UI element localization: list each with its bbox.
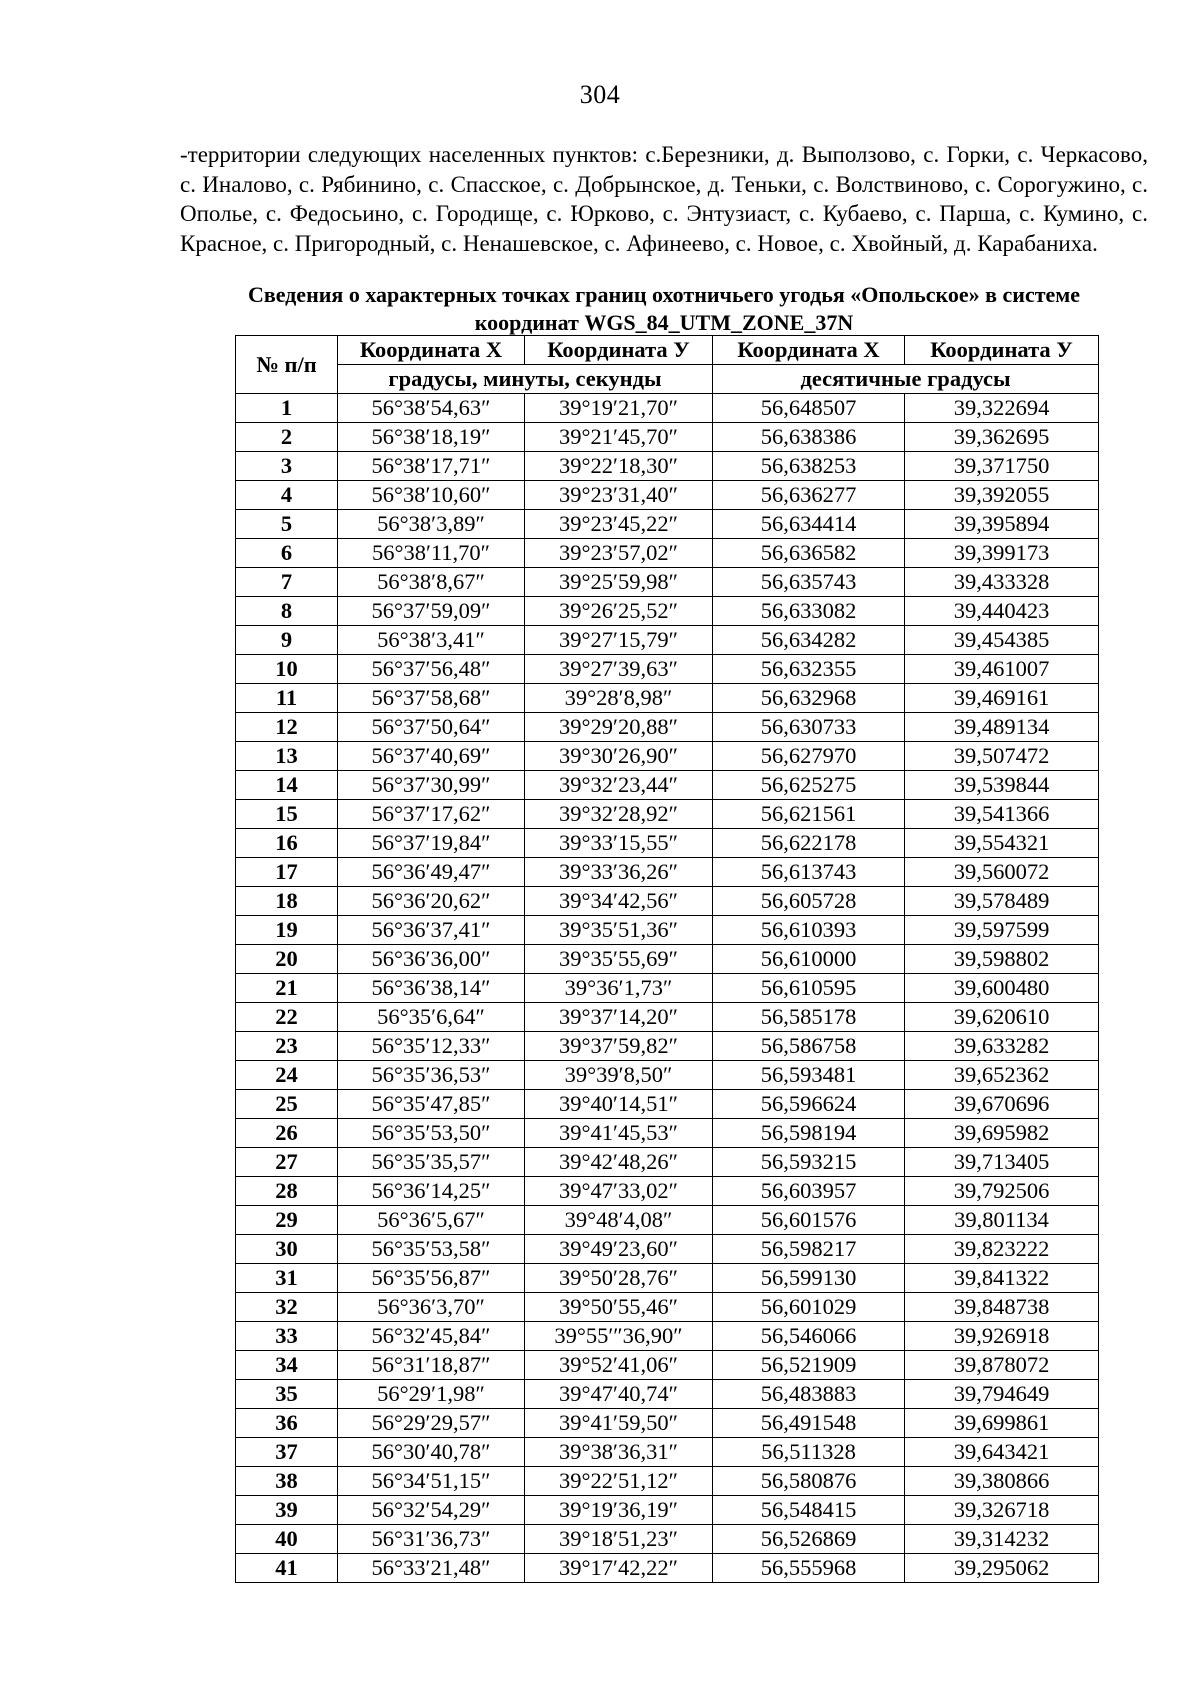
coord-x-dms: 56°36′3,70″ xyxy=(338,1293,525,1322)
row-number: 31 xyxy=(236,1264,338,1293)
coord-x-dms: 56°33′21,48″ xyxy=(338,1554,525,1583)
header-num: № п/п xyxy=(236,336,338,394)
coord-x-decimal: 56,483883 xyxy=(713,1380,905,1409)
coord-x-dms: 56°29′29,57″ xyxy=(338,1409,525,1438)
row-number: 26 xyxy=(236,1119,338,1148)
coord-x-decimal: 56,593215 xyxy=(713,1148,905,1177)
coord-y-decimal: 39,699861 xyxy=(905,1409,1099,1438)
coord-y-decimal: 39,695982 xyxy=(905,1119,1099,1148)
row-number: 41 xyxy=(236,1554,338,1583)
coord-y-dms: 39°37′14,20″ xyxy=(525,1003,713,1032)
coord-x-decimal: 56,621561 xyxy=(713,800,905,829)
table-row xyxy=(236,626,1099,655)
table-row xyxy=(236,916,1099,945)
coord-x-dms: 56°38′10,60″ xyxy=(338,481,525,510)
coord-y-decimal: 39,539844 xyxy=(905,771,1099,800)
coord-y-dms: 39°35′51,36″ xyxy=(525,916,713,945)
table-row xyxy=(236,713,1099,742)
coord-x-decimal: 56,511328 xyxy=(713,1438,905,1467)
header-coord-y-decimal: Координата У xyxy=(905,336,1099,365)
coord-x-decimal: 56,648507 xyxy=(713,394,905,423)
coord-x-dms: 56°35′12,33″ xyxy=(338,1032,525,1061)
row-number: 29 xyxy=(236,1206,338,1235)
table-row xyxy=(236,423,1099,452)
coord-x-dms: 56°38′54,63″ xyxy=(338,394,525,423)
header-dms-units: градусы, минуты, секунды xyxy=(338,365,713,394)
coord-x-dms: 56°37′56,48″ xyxy=(338,655,525,684)
coord-x-dms: 56°36′49,47″ xyxy=(338,858,525,887)
row-number: 18 xyxy=(236,887,338,916)
coord-y-decimal: 39,848738 xyxy=(905,1293,1099,1322)
header-coord-x-decimal: Координата Х xyxy=(713,336,905,365)
coord-y-dms: 39°55′″36,90″ xyxy=(525,1322,713,1351)
coord-x-decimal: 56,598194 xyxy=(713,1119,905,1148)
coord-y-decimal: 39,380866 xyxy=(905,1467,1099,1496)
table-row xyxy=(236,452,1099,481)
coord-y-decimal: 39,670696 xyxy=(905,1090,1099,1119)
coord-y-dms: 39°47′33,02″ xyxy=(525,1177,713,1206)
coord-x-decimal: 56,546066 xyxy=(713,1322,905,1351)
table-row xyxy=(236,1090,1099,1119)
row-number: 2 xyxy=(236,423,338,452)
table-row xyxy=(236,481,1099,510)
coord-y-dms: 39°21′45,70″ xyxy=(525,423,713,452)
row-number: 16 xyxy=(236,829,338,858)
table-row xyxy=(236,1351,1099,1380)
table-row xyxy=(236,742,1099,771)
coord-x-dms: 56°30′40,78″ xyxy=(338,1438,525,1467)
table-row xyxy=(236,1177,1099,1206)
coord-y-dms: 39°19′36,19″ xyxy=(525,1496,713,1525)
table-row xyxy=(236,1322,1099,1351)
coord-y-decimal: 39,600480 xyxy=(905,974,1099,1003)
coord-y-dms: 39°27′15,79″ xyxy=(525,626,713,655)
coord-x-decimal: 56,585178 xyxy=(713,1003,905,1032)
coord-y-decimal: 39,314232 xyxy=(905,1525,1099,1554)
coord-y-dms: 39°22′18,30″ xyxy=(525,452,713,481)
coord-y-decimal: 39,489134 xyxy=(905,713,1099,742)
coord-x-decimal: 56,586758 xyxy=(713,1032,905,1061)
coord-x-decimal: 56,633082 xyxy=(713,597,905,626)
coord-y-dms: 39°36′1,73″ xyxy=(525,974,713,1003)
coord-y-dms: 39°33′15,55″ xyxy=(525,829,713,858)
coord-x-decimal: 56,634414 xyxy=(713,510,905,539)
page-number: 304 xyxy=(579,80,621,109)
row-number: 4 xyxy=(236,481,338,510)
coord-y-decimal: 39,507472 xyxy=(905,742,1099,771)
table-row xyxy=(236,887,1099,916)
coord-y-decimal: 39,469161 xyxy=(905,684,1099,713)
table-row xyxy=(236,1235,1099,1264)
coord-y-decimal: 39,823222 xyxy=(905,1235,1099,1264)
row-number: 24 xyxy=(236,1061,338,1090)
coord-x-dms: 56°38′11,70″ xyxy=(338,539,525,568)
coord-x-decimal: 56,610000 xyxy=(713,945,905,974)
coord-x-dms: 56°36′20,62″ xyxy=(338,887,525,916)
header-coord-y-dms: Координата У xyxy=(525,336,713,365)
coord-x-dms: 56°38′3,41″ xyxy=(338,626,525,655)
row-number: 27 xyxy=(236,1148,338,1177)
coord-x-dms: 56°36′5,67″ xyxy=(338,1206,525,1235)
coord-y-decimal: 39,554321 xyxy=(905,829,1099,858)
coord-y-dms: 39°48′4,08″ xyxy=(525,1206,713,1235)
row-number: 36 xyxy=(236,1409,338,1438)
coord-y-decimal: 39,541366 xyxy=(905,800,1099,829)
table-row xyxy=(236,1496,1099,1525)
coord-x-dms: 56°37′50,64″ xyxy=(338,713,525,742)
coord-x-dms: 56°35′53,50″ xyxy=(338,1119,525,1148)
coord-y-dms: 39°27′39,63″ xyxy=(525,655,713,684)
coord-y-decimal: 39,440423 xyxy=(905,597,1099,626)
table-row xyxy=(236,1061,1099,1090)
coord-x-decimal: 56,635743 xyxy=(713,568,905,597)
coord-x-dms: 56°35′35,57″ xyxy=(338,1148,525,1177)
coord-y-decimal: 39,461007 xyxy=(905,655,1099,684)
coord-y-dms: 39°19′21,70″ xyxy=(525,394,713,423)
coord-x-dms: 56°36′38,14″ xyxy=(338,974,525,1003)
row-number: 20 xyxy=(236,945,338,974)
table-row xyxy=(236,1003,1099,1032)
coord-y-dms: 39°18′51,23″ xyxy=(525,1525,713,1554)
coord-y-decimal: 39,926918 xyxy=(905,1322,1099,1351)
coord-y-decimal: 39,392055 xyxy=(905,481,1099,510)
coord-x-decimal: 56,610595 xyxy=(713,974,905,1003)
coord-x-dms: 56°36′14,25″ xyxy=(338,1177,525,1206)
row-number: 14 xyxy=(236,771,338,800)
table-row xyxy=(236,1467,1099,1496)
coord-x-dms: 56°37′19,84″ xyxy=(338,829,525,858)
coord-y-dms: 39°39′8,50″ xyxy=(525,1061,713,1090)
coord-x-decimal: 56,601576 xyxy=(713,1206,905,1235)
table-row xyxy=(236,800,1099,829)
coord-y-dms: 39°33′36,26″ xyxy=(525,858,713,887)
coord-y-dms: 39°40′14,51″ xyxy=(525,1090,713,1119)
coord-y-decimal: 39,652362 xyxy=(905,1061,1099,1090)
table-row xyxy=(236,539,1099,568)
row-number: 35 xyxy=(236,1380,338,1409)
coord-x-decimal: 56,593481 xyxy=(713,1061,905,1090)
coord-x-dms: 56°36′37,41″ xyxy=(338,916,525,945)
coord-y-decimal: 39,794649 xyxy=(905,1380,1099,1409)
coord-y-decimal: 39,878072 xyxy=(905,1351,1099,1380)
coordinates-table xyxy=(235,335,1099,1583)
row-number: 13 xyxy=(236,742,338,771)
coord-y-decimal: 39,399173 xyxy=(905,539,1099,568)
table-row xyxy=(236,1119,1099,1148)
coord-y-dms: 39°23′45,22″ xyxy=(525,510,713,539)
header-decimal-units: десятичные градусы xyxy=(713,365,1099,394)
table-row xyxy=(236,945,1099,974)
coord-y-decimal: 39,326718 xyxy=(905,1496,1099,1525)
coord-x-decimal: 56,636277 xyxy=(713,481,905,510)
row-number: 8 xyxy=(236,597,338,626)
coord-y-dms: 39°34′42,56″ xyxy=(525,887,713,916)
table-row xyxy=(236,1264,1099,1293)
coord-y-decimal: 39,322694 xyxy=(905,394,1099,423)
coord-x-dms: 56°35′56,87″ xyxy=(338,1264,525,1293)
table-row xyxy=(236,597,1099,626)
coord-x-dms: 56°35′53,58″ xyxy=(338,1235,525,1264)
coord-x-dms: 56°34′51,15″ xyxy=(338,1467,525,1496)
table-row xyxy=(236,974,1099,1003)
row-number: 37 xyxy=(236,1438,338,1467)
coord-x-decimal: 56,632355 xyxy=(713,655,905,684)
row-number: 7 xyxy=(236,568,338,597)
row-number: 15 xyxy=(236,800,338,829)
row-number: 34 xyxy=(236,1351,338,1380)
coord-y-dms: 39°32′23,44″ xyxy=(525,771,713,800)
coord-y-dms: 39°28′8,98″ xyxy=(525,684,713,713)
coord-x-dms: 56°38′18,19″ xyxy=(338,423,525,452)
row-number: 6 xyxy=(236,539,338,568)
row-number: 17 xyxy=(236,858,338,887)
table-row xyxy=(236,655,1099,684)
table-title xyxy=(180,281,1148,337)
coord-x-dms: 56°38′17,71″ xyxy=(338,452,525,481)
coord-y-dms: 39°29′20,88″ xyxy=(525,713,713,742)
coord-y-dms: 39°35′55,69″ xyxy=(525,945,713,974)
coord-x-dms: 56°35′36,53″ xyxy=(338,1061,525,1090)
coord-y-decimal: 39,801134 xyxy=(905,1206,1099,1235)
row-number: 38 xyxy=(236,1467,338,1496)
coord-x-decimal: 56,630733 xyxy=(713,713,905,742)
coord-y-decimal: 39,620610 xyxy=(905,1003,1099,1032)
coord-y-decimal: 39,433328 xyxy=(905,568,1099,597)
coord-x-decimal: 56,634282 xyxy=(713,626,905,655)
coord-y-decimal: 39,362695 xyxy=(905,423,1099,452)
table-row xyxy=(236,510,1099,539)
row-number: 3 xyxy=(236,452,338,481)
coord-y-decimal: 39,578489 xyxy=(905,887,1099,916)
coord-x-dms: 56°35′6,64″ xyxy=(338,1003,525,1032)
coord-y-dms: 39°52′41,06″ xyxy=(525,1351,713,1380)
row-number: 9 xyxy=(236,626,338,655)
row-number: 30 xyxy=(236,1235,338,1264)
coord-y-dms: 39°23′31,40″ xyxy=(525,481,713,510)
row-number: 11 xyxy=(236,684,338,713)
coord-x-dms: 56°38′8,67″ xyxy=(338,568,525,597)
coord-x-dms: 56°31′18,87″ xyxy=(338,1351,525,1380)
coord-y-dms: 39°41′45,53″ xyxy=(525,1119,713,1148)
coord-y-dms: 39°47′40,74″ xyxy=(525,1380,713,1409)
row-number: 22 xyxy=(236,1003,338,1032)
coord-x-dms: 56°31′36,73″ xyxy=(338,1525,525,1554)
coord-y-decimal: 39,633282 xyxy=(905,1032,1099,1061)
coord-y-dms: 39°49′23,60″ xyxy=(525,1235,713,1264)
table-title-line-2: координат WGS_84_UTM_ZONE_37N xyxy=(474,310,854,335)
coord-y-dms: 39°23′57,02″ xyxy=(525,539,713,568)
coord-x-decimal: 56,613743 xyxy=(713,858,905,887)
row-number: 39 xyxy=(236,1496,338,1525)
coord-x-dms: 56°37′58,68″ xyxy=(338,684,525,713)
coord-y-decimal: 39,713405 xyxy=(905,1148,1099,1177)
table-row xyxy=(236,1438,1099,1467)
coord-x-decimal: 56,555968 xyxy=(713,1554,905,1583)
coord-x-decimal: 56,491548 xyxy=(713,1409,905,1438)
table-title-line-1: Сведения о характерных точках границ охотничьего угодья «Опольское» в системе xyxy=(247,282,1081,307)
coord-y-decimal: 39,597599 xyxy=(905,916,1099,945)
coord-x-decimal: 56,596624 xyxy=(713,1090,905,1119)
coord-x-dms: 56°35′47,85″ xyxy=(338,1090,525,1119)
coord-x-decimal: 56,601029 xyxy=(713,1293,905,1322)
coord-y-decimal: 39,295062 xyxy=(905,1554,1099,1583)
coord-x-dms: 56°38′3,89″ xyxy=(338,510,525,539)
coord-x-decimal: 56,625275 xyxy=(713,771,905,800)
table-row xyxy=(236,394,1099,423)
table-body xyxy=(236,394,1099,1583)
coord-y-dms: 39°37′59,82″ xyxy=(525,1032,713,1061)
table-row xyxy=(236,1409,1099,1438)
coord-x-decimal: 56,598217 xyxy=(713,1235,905,1264)
row-number: 1 xyxy=(236,394,338,423)
coord-x-decimal: 56,521909 xyxy=(713,1351,905,1380)
coord-x-dms: 56°37′17,62″ xyxy=(338,800,525,829)
row-number: 40 xyxy=(236,1525,338,1554)
table-row xyxy=(236,1032,1099,1061)
coord-y-decimal: 39,454385 xyxy=(905,626,1099,655)
table-row xyxy=(236,1554,1099,1583)
row-number: 19 xyxy=(236,916,338,945)
coord-x-decimal: 56,580876 xyxy=(713,1467,905,1496)
coord-x-dms: 56°32′45,84″ xyxy=(338,1322,525,1351)
coord-y-decimal: 39,598802 xyxy=(905,945,1099,974)
table-row xyxy=(236,858,1099,887)
table-row xyxy=(236,1380,1099,1409)
coord-y-decimal: 39,395894 xyxy=(905,510,1099,539)
row-number: 10 xyxy=(236,655,338,684)
coord-x-dms: 56°36′36,00″ xyxy=(338,945,525,974)
table-row xyxy=(236,684,1099,713)
row-number: 32 xyxy=(236,1293,338,1322)
row-number: 5 xyxy=(236,510,338,539)
coord-x-decimal: 56,548415 xyxy=(713,1496,905,1525)
coord-y-dms: 39°50′55,46″ xyxy=(525,1293,713,1322)
coord-y-decimal: 39,371750 xyxy=(905,452,1099,481)
row-number: 21 xyxy=(236,974,338,1003)
coord-y-dms: 39°38′36,31″ xyxy=(525,1438,713,1467)
coord-x-decimal: 56,605728 xyxy=(713,887,905,916)
coord-y-dms: 39°30′26,90″ xyxy=(525,742,713,771)
coord-y-dms: 39°22′51,12″ xyxy=(525,1467,713,1496)
coord-x-decimal: 56,610393 xyxy=(713,916,905,945)
table-row xyxy=(236,1525,1099,1554)
coord-x-dms: 56°32′54,29″ xyxy=(338,1496,525,1525)
coord-x-dms: 56°37′30,99″ xyxy=(338,771,525,800)
coord-y-dms: 39°26′25,52″ xyxy=(525,597,713,626)
coord-y-dms: 39°42′48,26″ xyxy=(525,1148,713,1177)
coord-y-dms: 39°41′59,50″ xyxy=(525,1409,713,1438)
coord-x-decimal: 56,603957 xyxy=(713,1177,905,1206)
table-row xyxy=(236,1293,1099,1322)
coord-y-dms: 39°25′59,98″ xyxy=(525,568,713,597)
row-number: 28 xyxy=(236,1177,338,1206)
coord-x-decimal: 56,638386 xyxy=(713,423,905,452)
coord-x-dms: 56°37′40,69″ xyxy=(338,742,525,771)
row-number: 12 xyxy=(236,713,338,742)
coord-x-dms: 56°37′59,09″ xyxy=(338,597,525,626)
table-header xyxy=(236,336,1099,394)
row-number: 23 xyxy=(236,1032,338,1061)
coord-x-decimal: 56,526869 xyxy=(713,1525,905,1554)
coord-x-decimal: 56,627970 xyxy=(713,742,905,771)
table-row xyxy=(236,1148,1099,1177)
coord-y-decimal: 39,643421 xyxy=(905,1438,1099,1467)
coord-x-dms: 56°29′1,98″ xyxy=(338,1380,525,1409)
row-number: 33 xyxy=(236,1322,338,1351)
coord-y-decimal: 39,560072 xyxy=(905,858,1099,887)
table-row xyxy=(236,771,1099,800)
coord-x-decimal: 56,636582 xyxy=(713,539,905,568)
coord-x-decimal: 56,599130 xyxy=(713,1264,905,1293)
coord-x-decimal: 56,632968 xyxy=(713,684,905,713)
coord-y-dms: 39°17′42,22″ xyxy=(525,1554,713,1583)
table-row xyxy=(236,1206,1099,1235)
table-row xyxy=(236,568,1099,597)
coord-x-decimal: 56,622178 xyxy=(713,829,905,858)
coord-x-decimal: 56,638253 xyxy=(713,452,905,481)
row-number: 25 xyxy=(236,1090,338,1119)
header-coord-x-dms: Координата Х xyxy=(338,336,525,365)
coord-y-decimal: 39,792506 xyxy=(905,1177,1099,1206)
coord-y-decimal: 39,841322 xyxy=(905,1264,1099,1293)
coord-y-dms: 39°50′28,76″ xyxy=(525,1264,713,1293)
table-row xyxy=(236,829,1099,858)
intro-paragraph: -территории следующих населенных пунктов: с.Березники, д. Выползово, с. Горки, с. Черкасово, с. Иналово, с. Рябинино, с. Спасское, с. Добрынское, д. Теньки, с. Волствиново, с. Сорогужино, с. Ополье, с. Федосьино, с. Городище, с. Юрково, с. Энтузиаст, с. Кубаево, с. Парша, с. Кумино, с. Красное, с. Пригородный, с. Ненашевское, с. Афинеево, с. Новое, с. Хвойный, д. Карабаниха. xyxy=(180,142,1148,256)
coord-y-dms: 39°32′28,92″ xyxy=(525,800,713,829)
